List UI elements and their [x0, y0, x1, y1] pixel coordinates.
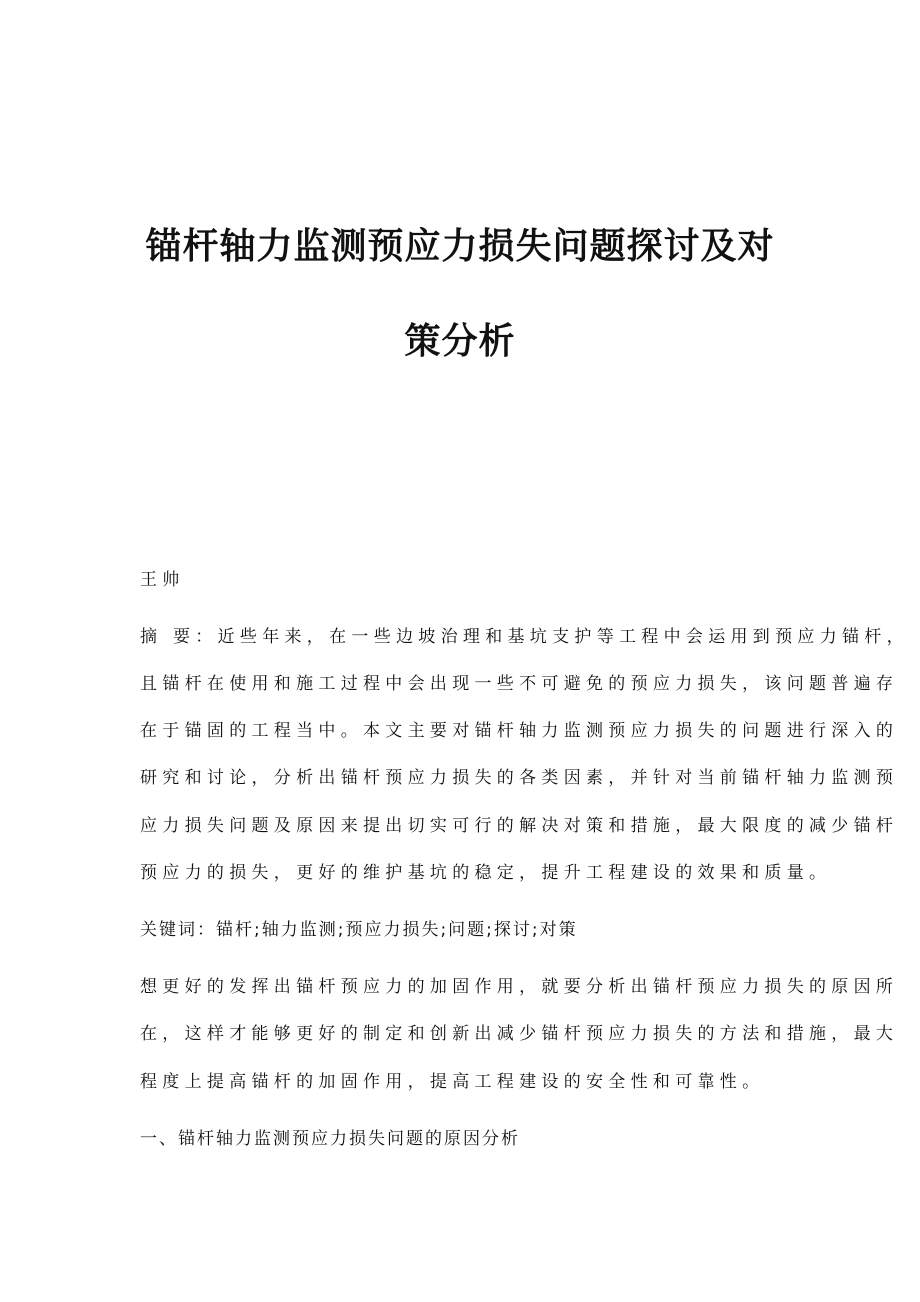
intro-line: 想更好的发挥出锚杆预应力的加固作用，就要分析出锚杆预应力损失的原因所: [140, 977, 899, 997]
abstract-line: 摘 要：近些年来，在一些边坡治理和基坑支护等工程中会运用到预应力锚杆，: [140, 627, 909, 647]
abstract-line: 应力损失问题及原因来提出切实可行的解决对策和措施，最大限度的减少锚杆: [140, 816, 899, 836]
abstract-line: 研究和讨论，分析出锚杆预应力损失的各类因素，并针对当前锚杆轴力监测预: [140, 768, 899, 788]
intro-line: 程度上提高锚杆的加固作用，提高工程建设的安全性和可靠性。: [140, 1072, 765, 1092]
intro-line: 在，这样才能够更好的制定和创新出减少锚杆预应力损失的方法和措施，最大: [140, 1024, 899, 1044]
abstract-line: 预应力的损失，更好的维护基坑的稳定，提升工程建设的效果和质量。: [140, 863, 832, 883]
title-line-2: 策分析: [404, 320, 516, 362]
section-heading: 一、锚杆轴力监测预应力损失问题的原因分析: [140, 1129, 520, 1149]
keywords: 关键词：锚杆;轴力监测;预应力损失;问题;探讨;对策: [140, 920, 578, 940]
author: 王帅: [140, 570, 185, 590]
abstract-line: 在于锚固的工程当中。本文主要对锚杆轴力监测预应力损失的问题进行深入的: [140, 721, 899, 741]
abstract-line: 且锚杆在使用和施工过程中会出现一些不可避免的预应力损失，该问题普遍存: [140, 674, 899, 694]
title-line-1: 锚杆轴力监测预应力损失问题探讨及对: [145, 225, 775, 267]
